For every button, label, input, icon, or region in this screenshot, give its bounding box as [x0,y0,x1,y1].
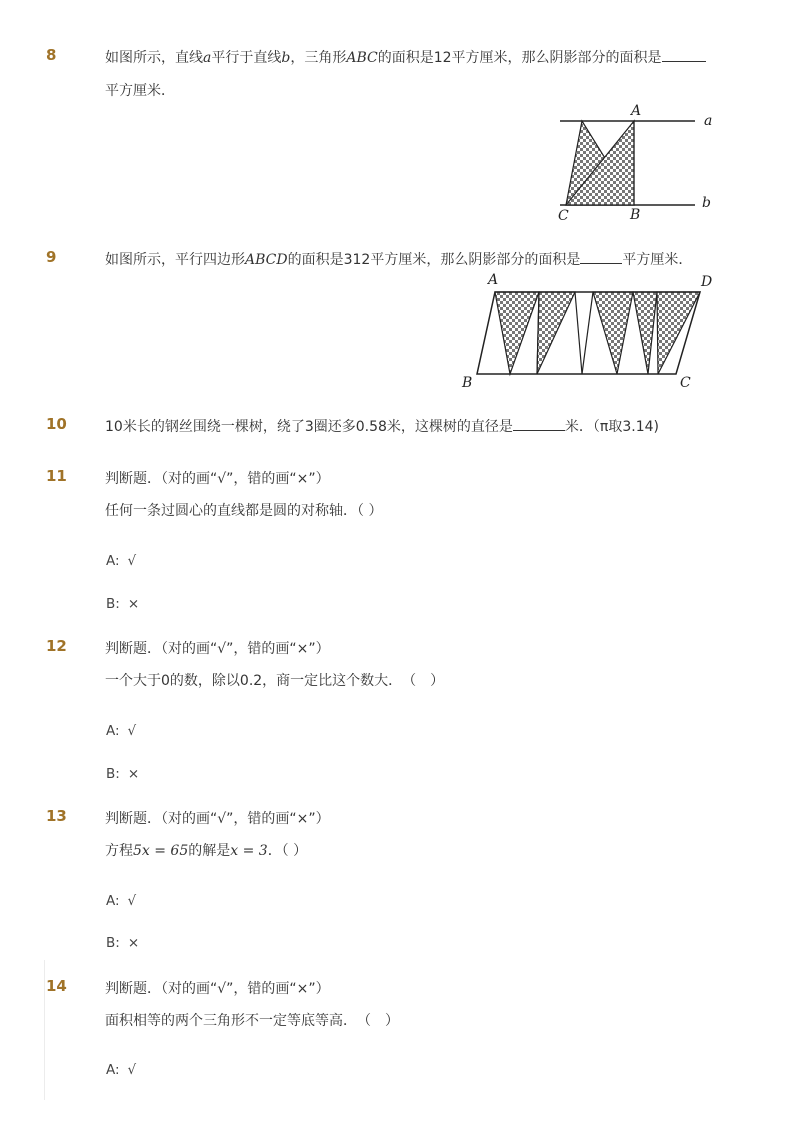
parallel-lines-triangle-figure [550,100,730,225]
figure-label: B [462,375,473,391]
question-number: 12 [46,637,67,655]
question-statement: 方程5x = 65的解是x = 3．（ ） [105,843,308,859]
question-number: 10 [46,415,67,433]
option-b[interactable]: B: × [106,596,140,612]
figure-label: a [704,113,713,129]
figure-label: C [558,208,569,224]
question-instruction: 判断题．（对的画“√”，错的画“×”） [105,811,330,827]
figure-label: b [702,195,711,211]
question-instruction: 判断题．（对的画“√”，错的画“×”） [105,471,330,487]
question-number: 8 [46,46,57,64]
question-statement: 面积相等的两个三角形不一定等底等高． （ ） [105,1013,399,1029]
parallelogram-figure [455,268,735,398]
option-b[interactable]: B: × [106,935,140,951]
option-a[interactable]: A: √ [106,893,137,909]
question-instruction: 判断题．（对的画“√”，错的画“×”） [105,641,330,657]
question-number: 13 [46,807,67,825]
option-a[interactable]: A: √ [106,553,137,569]
option-b[interactable]: B: × [106,766,140,782]
question-text: 如图所示，平行四边形ABCD的面积是312平方厘米，那么阴影部分的面积是 平方厘米． [105,249,692,269]
option-a[interactable]: A: √ [106,723,137,739]
answer-blank[interactable] [580,249,622,264]
question-number: 11 [46,467,67,485]
solution: x = 3 [230,843,268,859]
figure-label: A [488,272,499,288]
question-text-continued: 平方厘米． [105,83,175,99]
equation: 5x = 65 [133,843,189,859]
figure-label: D [701,274,713,290]
question-number: 14 [46,977,67,995]
option-a[interactable]: A: √ [106,1062,137,1078]
figure-label: A [631,103,642,119]
answer-blank[interactable] [662,47,706,62]
answer-blank[interactable] [513,416,565,431]
question-statement: 任何一条过圆心的直线都是圆的对称轴．（ ） [105,503,383,519]
question-text: 如图所示，直线a平行于直线b，三角形ABC的面积是12平方厘米，那么阴影部分的面积是 [105,47,706,67]
figure-label: B [630,207,641,223]
question-text: 10米长的钢丝围绕一棵树，绕了3圈还多0.58米，这棵树的直径是 米．（π取3.14) [105,416,659,436]
question-instruction: 判断题．（对的画“√”，错的画“×”） [105,981,330,997]
question-statement: 一个大于0的数，除以0.2，商一定比这个数大． （ ） [105,673,445,689]
figure-label: C [680,375,691,391]
left-margin-rule [44,960,45,1100]
question-number: 9 [46,248,57,266]
